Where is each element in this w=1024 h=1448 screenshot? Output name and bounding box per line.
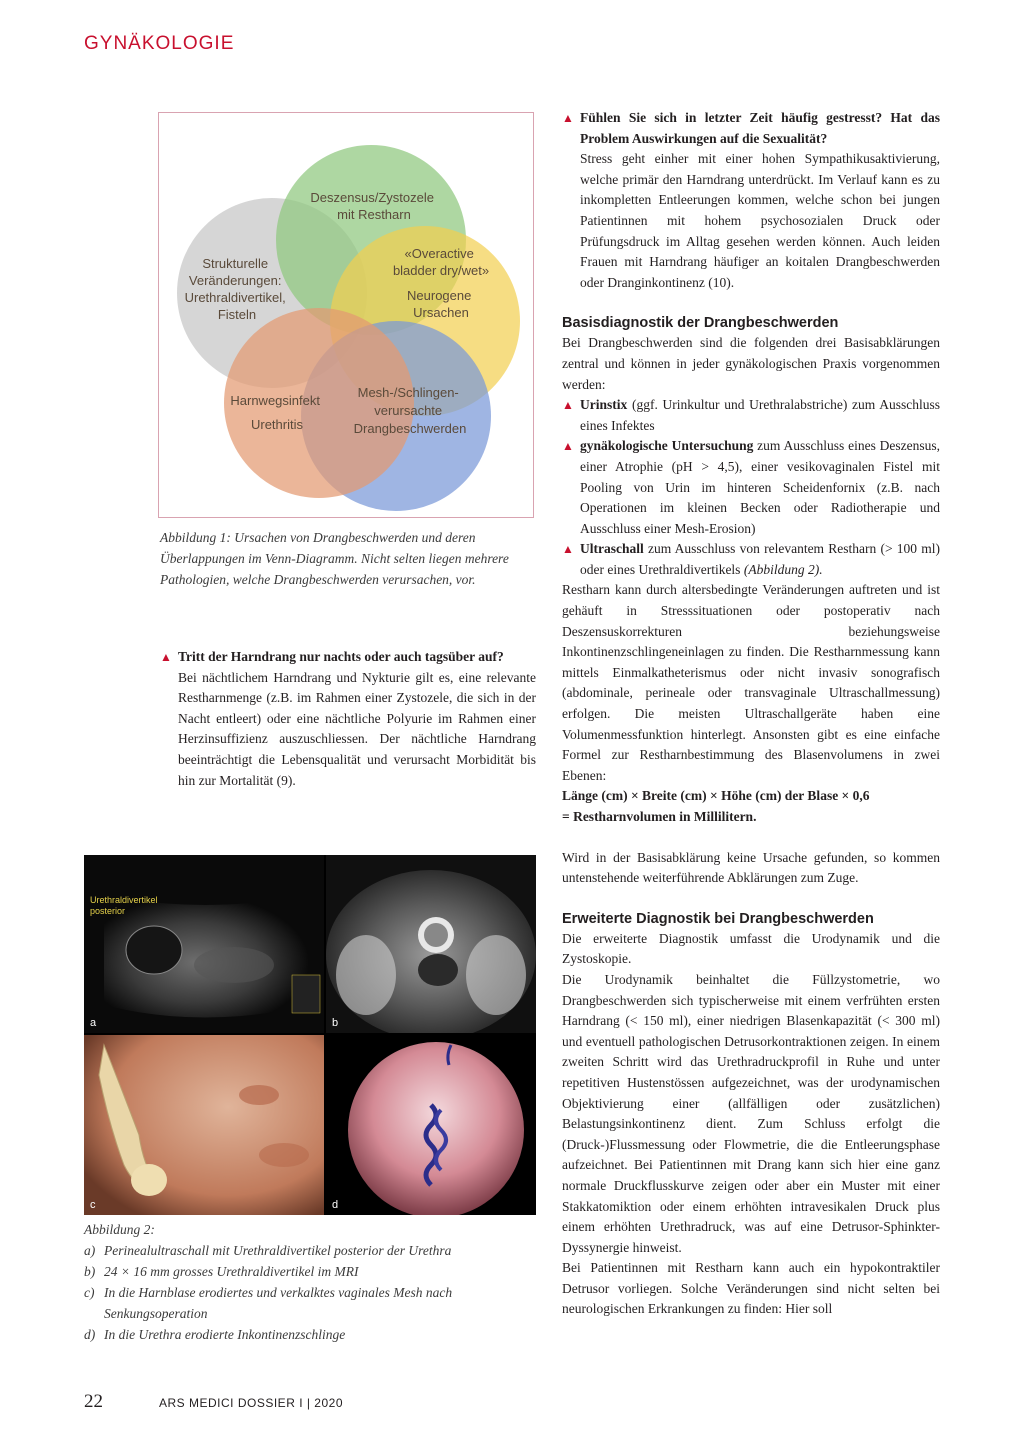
formula-line-2: = Restharnvolumen in Millilitern. [562, 809, 757, 824]
figure2-caption [84, 1219, 536, 1345]
extended-heading: Erweiterte Diagnostik bei Drangbeschwerden [562, 910, 874, 927]
basis-item-exam: ▲ gynäkologische Untersuchung zum Ausschluss eines Deszensus, einer Atrophie (pH > 4,5), einer vesikovaginalen Fistel mit Pooling von Urin im hinteren Scheidenfornix (z.B. nach Operationen im kleinen Becken oder Radiotherapie und Ausschluss einer Mesh-Erosion) [562, 438, 941, 536]
venn-label-mesh: Mesh-/Schlingen- verursachte Drangbeschwerden [353, 385, 467, 436]
journal-footer: ARS MEDICI DOSSIER I | 2020 [159, 1396, 344, 1410]
extended-paragraph-2: Die Urodynamik beinhaltet die Füllzystometrie, wo Drangbeschwerden sich typischerweise mit einem verfrühten ersten Harndrang (< 150 ml), einer niedrigen Blasenkapazität (< 300 ml) und eventuell pathologischen Detrusorkontraktionen zeigen. In einem zweiten Schritt wird das Urethradruckprofil in Ruhe und unter repetitiven Hustenstössen aufgezeichnet, was der urodynamischen Objektivierung einer (allfälligen oder zusätzlichen) Belastungsinkontinenz dient. Zum Schluss erfolgt die (Druck-)Flussmessung oder Flowmetrie, die die Entleerungsphase aufzeichnet. Bei Patientinnen mit Drang kann sich hier eine ganz normale Druckflusskurve zeigen oder aber ein Muster mit einer Stakkatomiktion oder einem erhöhten intravesikalen Druck plus einem erhöhten Urethradruck, was auf eine Detrusor-Sphinkter-Dyssynergie hinweist. [562, 971, 940, 1255]
venn-diagram [159, 113, 532, 516]
right-column [562, 108, 940, 1320]
ultrasound-panel [84, 855, 324, 1033]
panel-b-label: b [332, 1017, 339, 1029]
venn-label-overactive: «Overactive bladder dry/wet» [392, 246, 490, 278]
mri-image [326, 855, 536, 1033]
restharn-text: Restharn kann durch altersbedingte Veränderungen auftreten und ist gehäuft in Stresssituationen oder postoperativ nach Deszensuskorrekturen beziehungsweise Inkontinenzschlingeneinlagen zu finden. Die Restharnmessung kann mittels Einmalkatheterismus oder nicht invasiv sonografisch (abdominale, perineale oder transvaginale Ultraschallmessung) erfolgen. Die meisten Ultraschallgeräte haben eine Volumenmessfunktion hinterlegt. Ansonsten gibt es eine einfache Formel zur Restharnbestimmung des Blasenvolumens in zwei Ebenen: [562, 582, 940, 783]
venn-label-structural: Strukturelle Veränderungen: Urethraldivertikel, Fisteln [184, 256, 286, 322]
formula-line-1: Länge (cm) × Breite (cm) × Höhe (cm) der Blase × 0,6 [562, 788, 870, 804]
stress-question: Fühlen Sie sich in letzter Zeit häufig gestresst? Hat das Problem Auswirkungen auf die Sexualität? [580, 110, 940, 146]
triangle-bullet-icon: ▲ [562, 111, 574, 125]
panel-c-label: c [90, 1199, 96, 1211]
extended-paragraph-1: Die erweiterte Diagnostik umfasst die Urodynamik und die Zystoskopie. [562, 930, 940, 967]
nocturia-answer: Bei nächtlichem Harndrang und Nykturie gilt es, eine relevante Restharnmenge (z.B. im Rahmen einer Zystozele, die sich in der Nacht entleert) oder eine nächtliche Polyurie im Rahmen einer Herzinsuffizienz auszuschliessen. Der nächtliche Harndrang beeinträchtigt die Lebensqualität und verursacht Morbidität bis hin zur Mortalität (9). [178, 669, 536, 788]
triangle-bullet-icon: ▲ [562, 398, 574, 413]
nocturia-question-block [160, 647, 536, 791]
section-header: GYNÄKOLOGIE [84, 33, 235, 54]
cystoscopy-mesh-panel [84, 1035, 324, 1215]
basis-item-ultrasound: ▲ Ultraschall zum Ausschluss von relevantem Restharn (> 100 ml) oder eines Urethraldivertikels (Abbildung 2). [562, 541, 940, 577]
figure2-caption-item: c) In die Harnblase erodiertes und verkalktes vaginales Mesh nach Senkungsoperation [84, 1285, 453, 1321]
figure2-caption-title: Abbildung 2: [84, 1222, 155, 1237]
basis-heading: Basisdiagnostik der Drangbeschwerden [562, 315, 839, 332]
stress-answer: Stress geht einher mit einer hohen Sympathikusaktivierung, welche primär den Harndrang unterdrückt. Im Verlauf kann es zu inkompletten Entleerungen kommen, welche schon bei jungen Patientinnen mit hohem psychosozialen Druck oder Prüfungsdruck im Alltag gesehen werden können. Auch leiden Frauen mit Harndrang häufiger an koitalen Drangbeschwerden oder Dranginkontinenz (10). [580, 151, 940, 290]
triangle-bullet-icon: ▲ [562, 439, 574, 454]
panel-d-label: d [332, 1199, 339, 1211]
cystoscopy-sling-image [326, 1035, 536, 1215]
nocturia-question: ▲ Tritt der Harndrang nur nachts oder auch tagsüber auf? [160, 647, 536, 668]
triangle-bullet-icon: ▲ [160, 650, 172, 664]
venn-label-infection: Harnwegsinfekt Urethritis [230, 393, 320, 432]
basis-intro: Bei Drangbeschwerden sind die folgenden drei Basisabklärungen zentral und können in jeder gynäkologischen Praxis vorgenommen werden: [562, 335, 940, 392]
panel-a-label: a [90, 1017, 97, 1029]
stress-question-block [562, 108, 940, 293]
figure1-caption: Abbildung 1: Ursachen von Drangbeschwerden und deren Überlappungen im Venn-Diagramm. Nicht selten liegen mehrere Pathologien, welche Drangbeschwerden verursachen, vor. [160, 530, 509, 587]
cystoscopy-mesh-image [84, 1035, 324, 1215]
figure2-caption-item: b) 24 × 16 mm grosses Urethraldivertikel im MRI [84, 1264, 359, 1279]
basis-item-urinstix: ▲ Urinstix (ggf. Urinkultur und Urethralabstriche) zum Ausschluss eines Infektes [562, 397, 940, 433]
basis-outro: Wird in der Basisabklärung keine Ursache gefunden, so kommen untenstehende weiterführende Abklärungen zum Zuge. [562, 849, 940, 886]
venn-label-neurogenic: Neurogene Ursachen [407, 288, 472, 320]
figure2-caption-item: d) In die Urethra erodierte Inkontinenzschlinge [84, 1327, 346, 1342]
ultrasound-image [84, 855, 324, 1033]
venn-label-deszensus: Deszensus/Zystozele mit Restharn [310, 190, 434, 222]
cystoscopy-sling-panel [326, 1035, 536, 1215]
figure2-image-grid [84, 855, 536, 1215]
ultrasound-annotation: Urethraldivertikel posterior [90, 895, 158, 916]
extended-paragraph-3: Bei Patientinnen mit Restharn kann auch ein hypokontraktiler Detrusor vorliegen. Solche Veränderungen sind nicht selten bei neurologischen Erkrankungen zu finden: Hier soll [562, 1260, 940, 1317]
page-number: 22 [84, 1391, 103, 1412]
triangle-bullet-icon: ▲ [562, 542, 574, 557]
figure2-caption-item: a) Perinealultraschall mit Urethraldivertikel posterior der Urethra [84, 1243, 452, 1258]
venn-diagram-figure [158, 112, 534, 518]
mri-panel [326, 855, 536, 1033]
